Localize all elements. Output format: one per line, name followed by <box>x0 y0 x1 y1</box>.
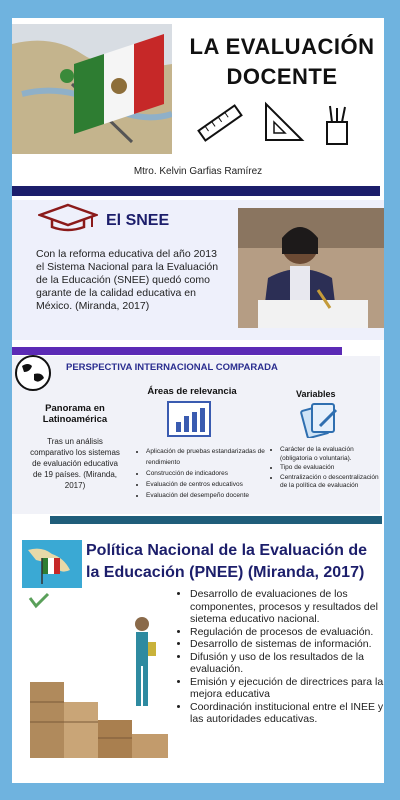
list-item: • Desarrollo de sistemas de información. <box>190 638 395 651</box>
divider-purple <box>12 347 342 355</box>
list-item: • Regulación de procesos de evaluación. <box>190 626 395 639</box>
variables-title: Variables <box>296 389 336 399</box>
author-line: Mtro. Kelvin Garfias Ramírez <box>133 166 263 177</box>
list-item: • Construcción de indicadores <box>146 468 276 479</box>
graduation-cap-icon <box>38 203 98 233</box>
list-item: • Desarrollo de evaluaciones de los componentes, procesos y resultados del sietema educativo nacional. <box>190 588 395 626</box>
list-item: • Coordinación institucional entre el INEE y las autoridades educativas. <box>190 701 395 726</box>
list-item: • Evaluación del desempeño docente <box>146 490 276 501</box>
perspective-title: PERSPECTIVA INTERNACIONAL COMPARADA <box>66 362 278 373</box>
list-item: • Centralización o descentralización de la política de evaluación <box>280 474 384 491</box>
list-item: • Aplicación de pruebas estandarizadas de rendimiento <box>146 446 276 468</box>
panorama-title: Panorama en Latinoamérica <box>42 403 108 425</box>
areas-list <box>136 446 276 501</box>
student-writing-photo <box>238 208 384 328</box>
documents-icon <box>300 400 340 438</box>
bar-chart-icon <box>166 400 212 438</box>
list-item: • Evaluación de centros educativos <box>146 479 276 490</box>
page-title: LA EVALUACIÓN DOCENTE <box>189 34 375 89</box>
books-stairs-image <box>24 592 174 760</box>
divider-teal <box>50 516 382 524</box>
list-item: • Carácter de la evaluación (obligatoria o voluntaria). <box>280 446 384 463</box>
snee-title: El SNEE <box>106 212 170 229</box>
mexico-flag-map-icon <box>22 540 82 588</box>
panorama-text: Tras un análisis comparativo los sistemas de evaluación educativa de 19 países. (Miranda, 2017) <box>30 437 120 490</box>
globe-icon <box>14 354 52 392</box>
list-item: • Difusión y uso de los resultados de la evaluación. <box>190 651 395 676</box>
areas-title: Áreas de relevancia <box>147 386 237 397</box>
snee-text: Con la reforma educativa del año 2013 el Sistema Nacional para la Evaluación de la Educación (SNEE) quedó como garante de la calidad educativa en México. (Miranda, 2017) <box>36 248 219 312</box>
pnee-title: Política Nacional de la Evaluación de la Educación (PNEE) (Miranda, 2017) <box>86 542 367 581</box>
list-item: • Tipo de evaluación <box>280 464 384 473</box>
list-item: • Emisión y ejecución de directrices para la mejora educativa <box>190 676 395 701</box>
variables-list <box>270 446 384 492</box>
pnee-list <box>176 588 395 726</box>
